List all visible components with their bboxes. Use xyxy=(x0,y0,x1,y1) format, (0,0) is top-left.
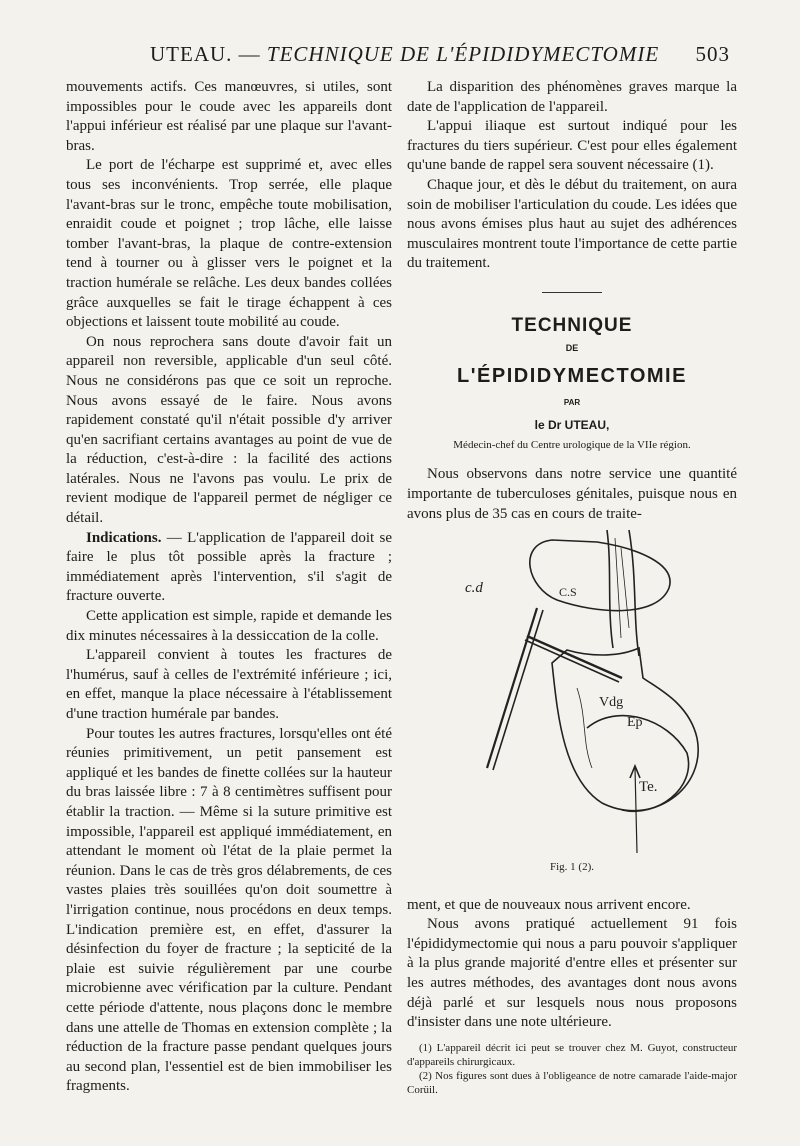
paragraph: ment, et que de nouveaux nous arrivent encore. xyxy=(407,896,691,913)
vas-deferens-line xyxy=(577,688,592,768)
figure-caption: Fig. 1 (2). xyxy=(550,861,594,874)
header-article-title: TECHNIQUE DE L'ÉPIDIDYMECTOMIE xyxy=(266,42,660,66)
paragraph: mouvements actifs. Ces manœuvres, si utiles, sont impossibles pour le coude avec les appareils dont l'appui inférieur est réalisé par une plaque sur l'avant-bras. xyxy=(66,79,392,154)
paragraph: On nous reprochera sans doute d'avoir fait un appareil non reversible, applicable d'un seul côté. Nous ne considérons pas que ce soit un reproche. Nous avons essayé de le faire. Nous avons rapidement constaté qu'il n'était possible d'y arriver qu'en sacrifiant certains avantages au point de vue de la réduction, c'est-à-dire : la facilité des actions latérales. Nous ne l'avons pas voulu. Le prix de revient modique de l'appareil permet de négliger ce détail. xyxy=(66,333,392,527)
article-title-2: L'ÉPIDIDYMECTOMIE xyxy=(457,364,687,387)
label-ep: Ep xyxy=(627,715,643,731)
label-te: Te. xyxy=(639,779,658,796)
article-title-de: DE xyxy=(565,342,579,353)
paragraph: L'appui iliaque est surtout indiqué pour les fractures du tiers supérieur. C'est pour elles également qu'une bande de rappel sera souvent nécessaire (1). xyxy=(407,118,737,174)
paragraph: Chaque jour, et dès le début du traitement, on aura soin de mobiliser l'articulation du coude. Les idées que nous avons émises plus haut au sujet des adhérences musculaires montrent toute l'importance de cette partie du traitement. xyxy=(407,176,737,272)
paragraph: Le port de l'écharpe est supprimé et, avec elles tous ses inconvénients. Trop serrée, elle plaque l'avant-bras sur le tronc, empêche toute mobilisation, enraidit coude et poignet ; trop lâche, elle laisse tomber l'avant-bras, la plaque de contre-extension tend à tourner ou à glisser vers le poignet et la traction humérale se relâche. Les deux bandes collées grâce auxquelles se fait le tirage échappent à ces objections et laissent toute mobilité au coude. xyxy=(66,157,392,331)
footnote-1: (1) L'appareil décrit ici peut se trouver chez M. Guyot, constructeur d'appareils chirurgicaux. xyxy=(407,1041,737,1068)
forceps-cd xyxy=(527,636,622,678)
paragraph: Nous avons pratiqué actuellement 91 fois l'épididymectomie qui nous a paru pouvoir s'appliquer à la plus grande majorité d'entre elles et présenter sur les autres méthodes, des avantages dont nous avons déjà parlé et sur lesquels nous nous proposons d'insister dans une note ultérieure. xyxy=(407,916,737,1031)
forceps-cd-2 xyxy=(525,640,619,682)
paragraph-indications xyxy=(66,529,392,607)
footnotes xyxy=(407,1041,737,1097)
header-author: UTEAU. — xyxy=(150,42,267,66)
affiliation: Médecin-chef du Centre urologique de la VIIe région. xyxy=(453,438,691,451)
running-header xyxy=(150,42,730,72)
probe-cs xyxy=(487,608,537,768)
epididymis-outline xyxy=(552,648,698,811)
paragraph: La disparition des phénomènes graves marque la date de l'application de l'appareil. xyxy=(407,79,737,115)
label-cs: C.S xyxy=(559,585,577,600)
label-cd: c.d xyxy=(465,580,483,597)
cord-fibers xyxy=(615,538,629,638)
paragraph: Nous observons dans notre service une quantité importante de tuberculoses génitales, puisque nous en avons plus de 35 cas en cours de traite- xyxy=(407,466,737,522)
upper-retracted-tissue xyxy=(530,540,670,611)
article-title: TECHNIQUE xyxy=(511,314,633,336)
label-vdg: Vdg xyxy=(599,695,624,711)
paragraph-text: — L'application de l'appareil doit se faire le plus tôt possible après la fracture ; immédiatement après l'intervention, s'il s'agit de fracture ouverte. xyxy=(66,529,392,605)
probe-cs-2 xyxy=(493,610,543,770)
byline-par: PAR xyxy=(563,397,581,407)
section-divider xyxy=(542,292,602,293)
header-title xyxy=(150,42,659,67)
figure-1 xyxy=(407,528,737,858)
right-column xyxy=(407,78,737,1097)
anatomical-drawing xyxy=(407,528,737,858)
author: le Dr UTEAU, xyxy=(534,418,610,433)
paragraph: L'appareil convient à toutes les fractures de l'humérus, sauf à celles de l'extrémité inférieure ; ici, en effet, manque la place nécessaire à l'établissement d'une traction humérale par bandes. xyxy=(66,647,392,722)
section-lead: Indications. xyxy=(86,529,162,546)
cord-left-edge xyxy=(607,530,613,648)
footnote-2: (2) Nos figures sont dues à l'obligeance de notre camarade l'aide-major Corüil. xyxy=(407,1069,737,1096)
page-number: 503 xyxy=(695,42,730,66)
paragraph: Pour toutes les autres fractures, lorsqu'elles ont été réunies primitivement, un petit pansement est appliqué et les bandes de finette collées sur la hauteur du bras laissée libre : 7 à 8 centimètres suffisent pour établir la traction. — Même si la suture primitive est impossible, l'appareil est appliqué immédiatement, en attendant le moment où l'état de la plaie permet la réunion. Dans le cas de très gros délabrements, de ces vastes plaies très souillées qu'on doit soumettre à l'irrigation continue, nous procédons en deux temps. L'indication première est, en effet, d'assurer la désinfection du foyer de fracture ; la septicité de la plaie est suivie régulièrement par une courbe microbienne avec vérification par la culture. Pendant cette période d'attente, nous plaçons donc le membre dans une attelle de Thomas en extension complète ; la réduction de la fracture passe pendant quelques jours au second plan, l'essentiel est de bien immobiliser les fragments. xyxy=(66,725,392,1095)
left-column xyxy=(66,78,392,1097)
paragraph: Cette application est simple, rapide et demande les dix minutes nécessaires à la dessiccation de la colle. xyxy=(66,608,392,644)
